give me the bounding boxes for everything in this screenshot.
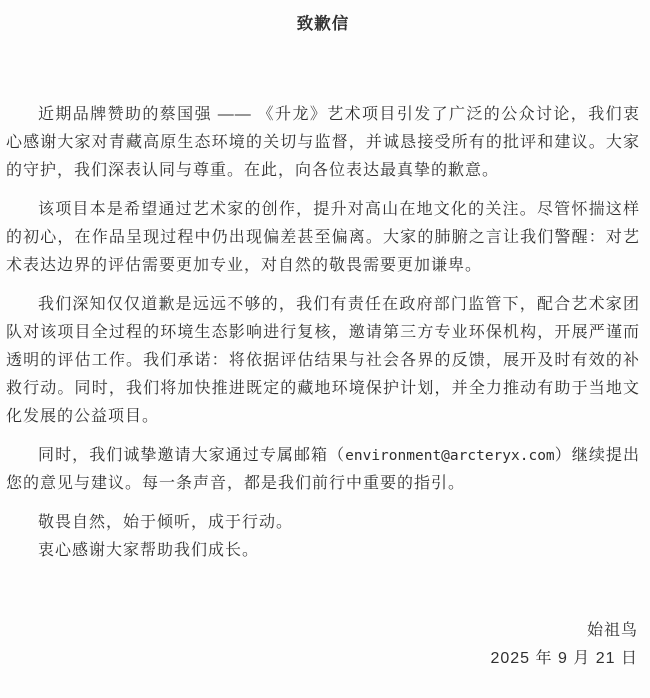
letter-title: 致歉信 [296,15,350,33]
signature-name: 始祖鸟 [586,622,638,639]
letter-paragraph-4 [6,442,640,498]
closing-block [6,509,640,565]
signature-date: 2025 年 9 月 21 日 [490,650,638,667]
letter-paragraph-2: 该项目本是希望通过艺术家的创作，提升对高山在地文化的关注。尽管怀揣这样的初心，在作品呈现过程中仍出现偏差甚至偏离。大家的肺腑之言让我们警醒：对艺术表达边界的评估需要更加专业，对自然的敬畏需要更加谦卑。 [6,201,640,274]
invitation-text-after: ）继续提出您的意见与建议。每一条声音，都是我们前行中重要的指引。 [6,447,640,492]
invitation-text-before: 同时，我们诚挚邀请大家通过专属邮箱（ [38,447,346,464]
signature-block [6,617,640,673]
letter-paragraph-1: 近期品牌赞助的蔡国强 —— 《升龙》艺术项目引发了广泛的公众讨论，我们衷心感谢大家对青藏高原生态环境的关切与监督，并诚恳接受所有的批评和建议。大家的守护，我们深表认同与尊重。在此，向各位表达最真挚的歉意。 [6,106,640,179]
email-address: environment@arcteryx.com [345,448,555,464]
closing-line-2: 衷心感谢大家帮助我们成长。 [38,542,260,559]
closing-line-1: 敬畏自然，始于倾听，成于行动。 [38,514,294,531]
letter-paragraph-3: 我们深知仅仅道歉是远远不够的，我们有责任在政府部门监管下，配合艺术家团队对该项目全过程的环境生态影响进行复核，邀请第三方专业环保机构，开展严谨而透明的评估工作。我们承诺：将依据评估结果与社会各界的反馈，展开及时有效的补救行动。同时，我们将加快推进既定的藏地环境保护计划，并全力推动有助于当地文化发展的公益项目。 [6,296,640,425]
